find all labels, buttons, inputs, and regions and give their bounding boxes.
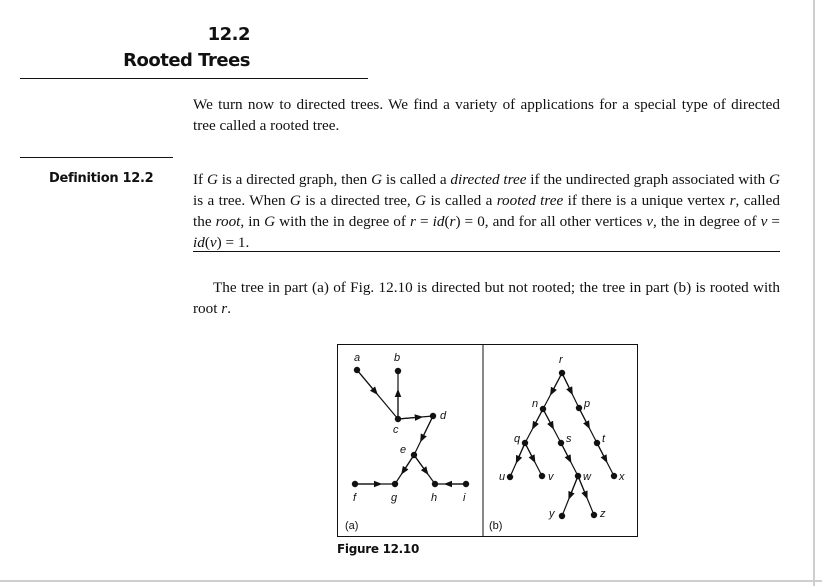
vertex-label-u: u <box>499 471 506 483</box>
vertex-label-w: w <box>583 471 591 483</box>
vertex-p <box>576 405 582 411</box>
vertex-label-c: c <box>393 424 399 436</box>
vertex-n <box>540 406 546 412</box>
vertex-label-s: s <box>566 433 572 445</box>
figure-frame <box>338 345 638 537</box>
page-bottom-edge <box>0 580 822 582</box>
vertex-label-e: e <box>400 444 407 456</box>
definition-label: Definition 12.2 <box>49 171 154 186</box>
vertex-q <box>522 440 528 446</box>
vertex-i <box>463 481 469 487</box>
vertex-label-n: n <box>532 398 539 410</box>
definition-label-rule <box>20 157 173 158</box>
vertex-z <box>591 512 597 518</box>
intro-paragraph: We turn now to directed trees. We find a variety of applications for a special type of directed tree called a rooted tree. <box>193 96 780 134</box>
panel-b-vertices <box>507 370 617 519</box>
vertex-c <box>395 416 401 422</box>
edge-w-y-arrow <box>570 476 578 496</box>
vertex-label-h: h <box>431 492 438 504</box>
panel-b-tag: (b) <box>489 520 503 532</box>
vertex-label-x: x <box>619 471 625 483</box>
page-edge <box>813 0 815 586</box>
vertex-h <box>432 481 438 487</box>
vertex-label-v: v <box>548 471 554 483</box>
figure-caption: Figure 12.10 <box>337 542 420 556</box>
vertex-e <box>411 452 417 458</box>
vertex-d <box>430 413 436 419</box>
vertex-s <box>558 440 564 446</box>
vertex-label-f: f <box>353 492 357 504</box>
edge-d-e-arrow <box>422 416 433 439</box>
panel-a-tree <box>355 370 466 484</box>
vertex-label-d: d <box>440 410 447 422</box>
vertex-label-q: q <box>514 433 521 445</box>
vertex-g <box>392 481 398 487</box>
section-title: Rooted Trees <box>123 50 250 71</box>
vertex-t <box>594 440 600 446</box>
panel-a-tag: (a) <box>345 520 359 532</box>
edge-r-n-arrow <box>552 373 562 392</box>
vertex-label-b: b <box>394 352 401 364</box>
vertex-f <box>352 481 358 487</box>
vertex-label-t: t <box>602 433 606 445</box>
section-title-rule <box>20 78 368 79</box>
vertex-w <box>575 473 581 479</box>
vertex-u <box>507 474 513 480</box>
vertex-b <box>395 368 401 374</box>
section-number: 12.2 <box>207 24 250 45</box>
figure-12-10 <box>337 344 638 537</box>
vertex-label-g: g <box>391 492 398 504</box>
vertex-y <box>559 513 565 519</box>
vertex-r <box>559 370 565 376</box>
vertex-label-r: r <box>559 354 563 366</box>
definition-end-rule <box>193 251 780 252</box>
vertex-a <box>354 367 360 373</box>
vertex-label-a: a <box>354 352 361 364</box>
edge-a-c-arrow <box>357 370 375 392</box>
vertex-x <box>611 473 617 479</box>
figure-reference-paragraph: The tree in part (a) of Fig. 12.10 is directed but not rooted; the tree in part (b) is rooted with root r. <box>193 279 780 317</box>
vertex-label-z: z <box>600 508 606 520</box>
vertex-v <box>539 473 545 479</box>
vertex-label-i: i <box>463 492 466 504</box>
vertex-label-y: y <box>549 508 555 520</box>
definition-body: If G is a directed graph, then G is called a directed tree if the undirected graph associated with G is a tree. When G is a directed tree, G is called a rooted tree if there is a unique vertex r, called the root, in G with the in degree of r = id(r) = 0, and for all other vertices v, the in degree of v = id(v) = 1. <box>193 171 780 251</box>
vertex-label-p: p <box>584 398 591 410</box>
